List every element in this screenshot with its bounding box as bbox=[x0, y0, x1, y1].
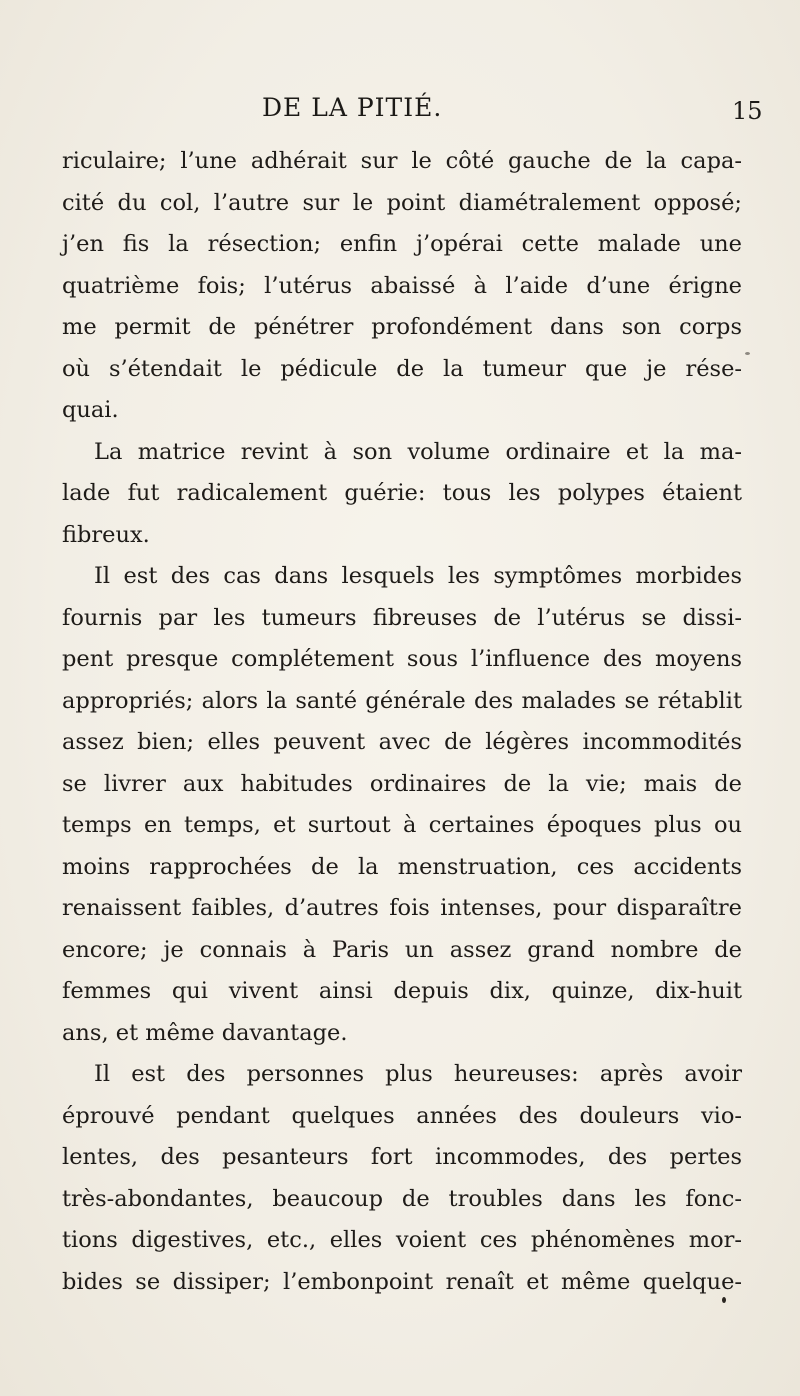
text-line: quatrième fois; l’utérus abaissé à l’aide d’une érigne bbox=[62, 272, 742, 299]
text-line: assez bien; elles peuvent avec de légères incommodités bbox=[62, 729, 742, 755]
text-line: riculaire; l’une adhérait sur le côté gauche de la capa- bbox=[62, 148, 742, 174]
text-line: fournis par les tumeurs fibreuses de l’utérus se dissi- bbox=[62, 604, 742, 631]
page-header bbox=[0, 93, 800, 133]
text-line: lentes, des pesanteurs fort incommodes, des pertes bbox=[62, 1144, 742, 1170]
body-text bbox=[62, 141, 742, 1303]
text-line: Il est des cas dans lesquels les symptômes morbides bbox=[94, 563, 742, 589]
text-line: La matrice revint à son volume ordinaire et la ma- bbox=[94, 438, 742, 465]
text-line: me permit de pénétrer profondément dans son corps bbox=[62, 314, 742, 340]
text-line: encore; je connais à Paris un assez grand nombre de bbox=[62, 936, 742, 963]
ink-speck bbox=[722, 1297, 726, 1303]
running-head: DE LA PITIÉ. bbox=[262, 93, 443, 122]
ink-speck bbox=[745, 352, 750, 355]
text-line: tions digestives, etc., elles voient ces phénomènes mor- bbox=[62, 1227, 742, 1253]
page-number: 15 bbox=[732, 97, 763, 125]
text-line: quai. bbox=[62, 397, 119, 423]
text-line: appropriés; alors la santé générale des malades se rétablit bbox=[62, 687, 742, 714]
text-line: se livrer aux habitudes ordinaires de la vie; mais de bbox=[62, 770, 742, 797]
text-line: Il est des personnes plus heureuses: après avoir bbox=[94, 1061, 742, 1087]
text-line: renaissent faibles, d’autres fois intenses, pour disparaître bbox=[62, 895, 742, 921]
text-line: temps en temps, et surtout à certaines époques plus ou bbox=[62, 812, 742, 838]
text-line: où s’étendait le pédicule de la tumeur que je rése- bbox=[62, 355, 742, 382]
text-line: très-abondantes, beaucoup de troubles dans les fonc- bbox=[62, 1185, 742, 1212]
text-line: cité du col, l’autre sur le point diamétralement opposé; bbox=[62, 189, 742, 216]
text-line: fibreux. bbox=[62, 521, 150, 548]
text-line: j’en fis la résection; enfin j’opérai cette malade une bbox=[62, 231, 742, 257]
text-line: pent presque complétement sous l’influence des moyens bbox=[62, 646, 742, 672]
text-line: bides se dissiper; l’embonpoint renaît et même quelque- bbox=[62, 1268, 742, 1295]
text-line: femmes qui vivent ainsi depuis dix, quinze, dix-huit bbox=[62, 978, 742, 1004]
text-line: ans, et même davantage. bbox=[62, 1019, 348, 1046]
text-line: moins rapprochées de la menstruation, ces accidents bbox=[62, 853, 742, 880]
text-line: lade fut radicalement guérie: tous les polypes étaient bbox=[62, 480, 742, 506]
text-line: éprouvé pendant quelques années des douleurs vio- bbox=[62, 1102, 742, 1129]
